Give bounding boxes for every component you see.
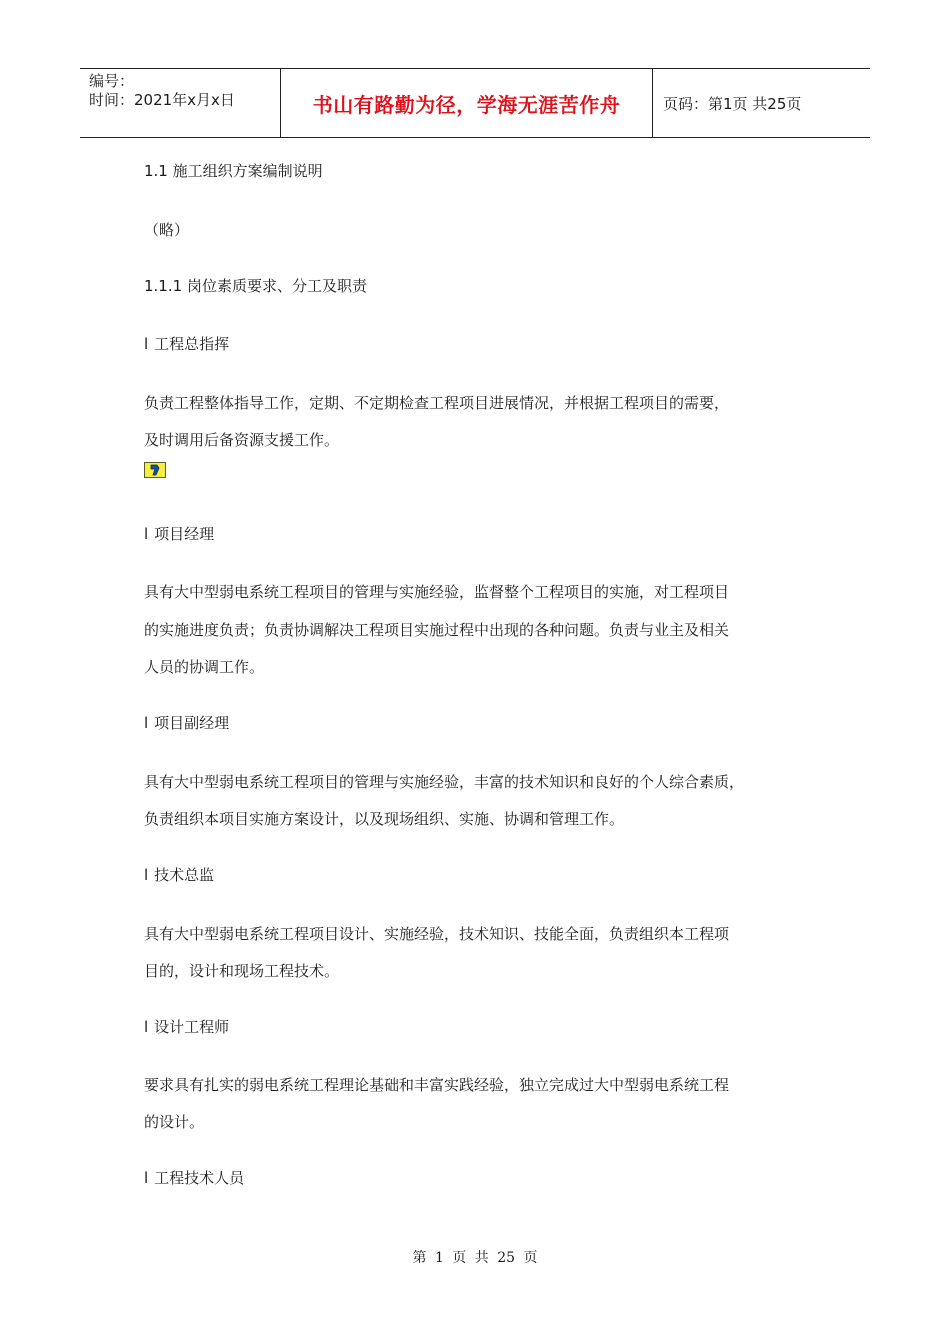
header-meta [80,69,281,137]
bullet-marker: l [144,714,149,732]
section-title: 施工组织方案编制说明 [172,162,323,180]
role-title: 技术总监 [154,866,215,884]
header-motto: 书山有路勤为径，学海无涯苦作舟 [281,69,653,137]
time-label: 时间：2021年x月x日 [89,91,235,109]
page-footer: 第 1 页 共 25 页 [412,1250,538,1266]
section-note: （略） [144,221,190,239]
role-title: 项目副经理 [154,714,230,732]
section-title: 岗位素质要求、分工及职责 [186,277,367,295]
bullet-marker: l [144,1018,149,1036]
paragraph-line: 负责工程整体指导工作，定期、不定期检查工程项目进展情况，并根据工程项目的需要， [144,394,730,412]
paragraph-line: 目的，设计和现场工程技术。 [144,962,340,980]
bullet-marker: l [144,525,149,543]
paragraph-line: 的设计。 [144,1113,205,1131]
bullet-marker: l [144,866,149,884]
role-heading-technical-staff [144,1167,244,1188]
embedded-object-icon[interactable] [144,462,166,478]
role-heading-deputy-manager [144,712,229,733]
header-page-info: 页码：第1页 共25页 [663,94,802,113]
page-header [80,68,870,138]
section-number: 1.1.1 [144,277,183,295]
paragraph-line: 负责组织本项目实施方案设计，以及现场组织、实施、协调和管理工作。 [144,810,625,828]
role-heading-project-manager [144,523,214,544]
arrow-icon [148,464,162,476]
role-title: 项目经理 [154,525,215,543]
bullet-marker: l [144,335,149,353]
section-heading-1-1 [144,160,323,181]
role-heading-technical-director [144,864,214,885]
role-heading-design-engineer [144,1016,229,1037]
paragraph-line: 要求具有扎实的弱电系统工程理论基础和丰富实践经验，独立完成过大中型弱电系统工程 [144,1076,730,1094]
paragraph-line: 人员的协调工作。 [144,658,265,676]
role-title: 工程技术人员 [154,1169,245,1187]
paragraph-line: 具有大中型弱电系统工程项目的管理与实施经验，监督整个工程项目的实施，对工程项目 [144,583,730,601]
paragraph-line: 及时调用后备资源支援工作。 [144,431,340,449]
paragraph-line: 具有大中型弱电系统工程项目的管理与实施经验，丰富的技术知识和良好的个人综合素质， [144,773,745,791]
paragraph-line: 的实施进度负责；负责协调解决工程项目实施过程中出现的各种问题。负责与业主及相关 [144,621,730,639]
role-heading-chief-commander [144,333,229,354]
section-number: 1.1 [144,162,168,180]
bullet-marker: l [144,1169,149,1187]
number-label: 编号： [89,72,135,90]
role-title: 工程总指挥 [154,335,230,353]
paragraph-line: 具有大中型弱电系统工程项目设计、实施经验，技术知识、技能全面，负责组织本工程项 [144,925,730,943]
role-title: 设计工程师 [154,1018,230,1036]
section-heading-1-1-1 [144,275,367,296]
